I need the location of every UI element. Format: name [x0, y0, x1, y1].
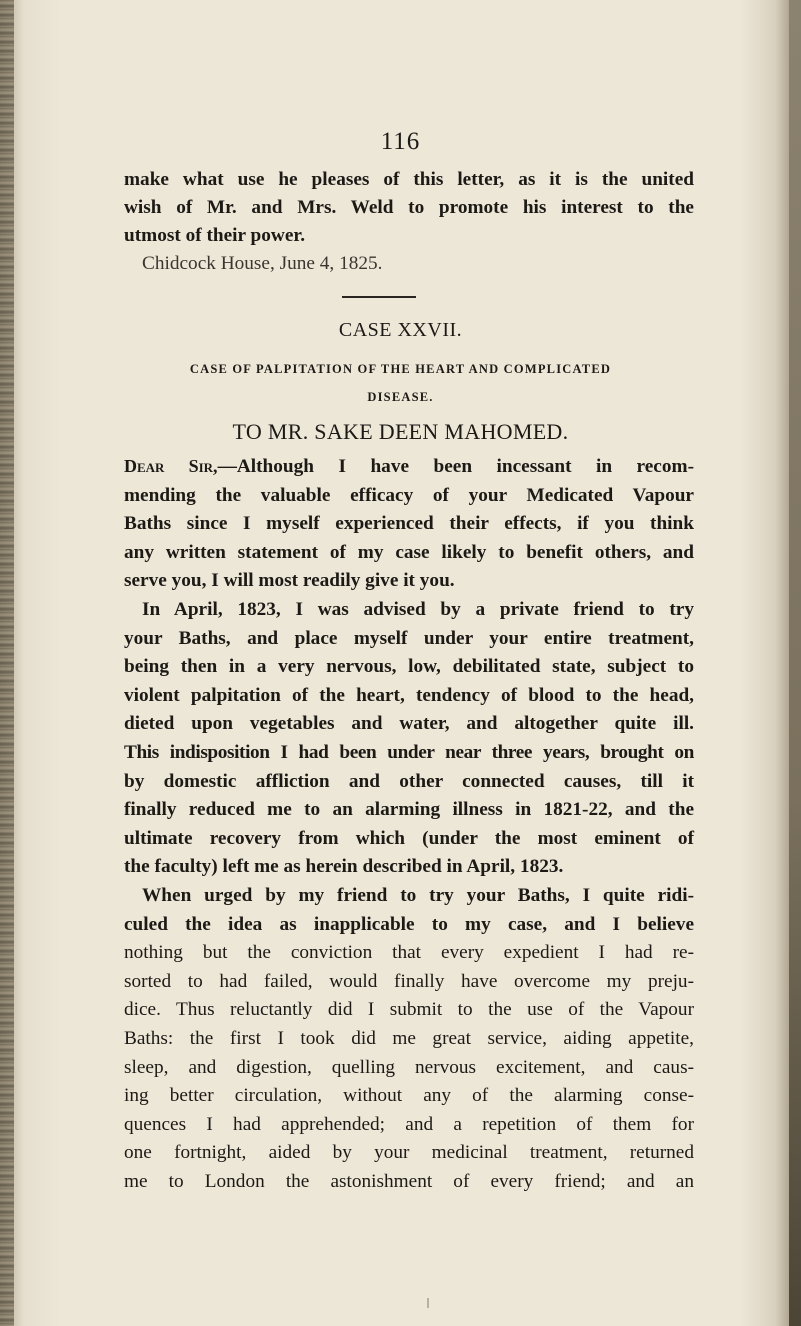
intro-line: utmost of their power.	[124, 225, 306, 246]
print-mark	[427, 1298, 429, 1308]
body-line: finally reduced me to an alarming illness in 1821-22, and the	[124, 799, 694, 821]
body-line: ing better circulation, without any of the alarming conse-	[124, 1085, 694, 1107]
body-line: mending the valuable efficacy of your Medicated Vapour	[124, 484, 694, 506]
body-line: nothing but the conviction that every expedient I had re-	[124, 942, 694, 964]
body-line: When urged by my friend to try your Baths, I quite ridi-	[142, 885, 694, 906]
intro-line: make what use he pleases of this letter, as it is the united	[124, 169, 694, 190]
body-line: serve you, I will most readily give it you.	[124, 570, 455, 592]
body-line: by domestic affliction and other connected causes, till it	[124, 770, 694, 792]
section-divider	[342, 296, 416, 298]
case-subtitle-continued: DISEASE.	[367, 390, 434, 404]
body-line: violent palpitation of the heart, tendency of blood to the head,	[124, 684, 694, 706]
case-title: CASE XXVII.	[338, 319, 463, 341]
body-line: any written statement of my case likely to benefit others, and	[124, 541, 694, 563]
body-line: ultimate recovery from which (under the most eminent of	[124, 827, 694, 849]
body-line: dice. Thus reluctantly did I submit to the use of the Vapour	[124, 999, 694, 1021]
intro-line: wish of Mr. and Mrs. Weld to promote his interest to the	[124, 197, 694, 218]
body-line: culed the idea as inapplicable to my case, and I believe	[124, 913, 694, 935]
salutation: Dear Sir,	[124, 456, 218, 476]
address-heading: TO MR. SAKE DEEN MAHOMED.	[232, 419, 569, 444]
body-line: dieted upon vegetables and water, and altogether quite ill.	[124, 713, 694, 735]
body-line: sorted to had failed, would finally have overcome my preju-	[124, 970, 694, 992]
body-line: being then in a very nervous, low, debilitated state, subject to	[124, 656, 694, 678]
case-subtitle: CASE OF PALPITATION OF THE HEART AND COMPLICATED	[189, 362, 612, 376]
body-line: This indisposition I had been under near three years, brought on	[124, 742, 694, 763]
body-line: your Baths, and place myself under your entire treatment,	[124, 627, 694, 649]
body-line: the faculty) left me as herein described in April, 1823.	[124, 856, 564, 878]
body-line: one fortnight, aided by your medicinal treatment, returned	[124, 1142, 694, 1164]
body-line: me to London the astonishment of every friend; and an	[124, 1171, 694, 1192]
body-line: Baths since I myself experienced their effects, if you think	[124, 513, 694, 535]
body-line-first	[124, 457, 694, 476]
page-gutter-edge	[0, 0, 14, 1326]
body-line: sleep, and digestion, quelling nervous excitement, and caus-	[124, 1056, 694, 1078]
body-line: Baths: the first I took did me great service, aiding appetite,	[124, 1028, 694, 1049]
signature-line: Chidcock House, June 4, 1825.	[142, 253, 383, 274]
body-line: quences I had apprehended; and a repetition of them for	[124, 1113, 694, 1135]
page-right-edge	[789, 0, 801, 1326]
page-number: 116	[380, 128, 421, 155]
body-line: In April, 1823, I was advised by a private friend to try	[142, 599, 694, 620]
body-line-text: —Although I have been incessant in recom-	[217, 456, 694, 477]
